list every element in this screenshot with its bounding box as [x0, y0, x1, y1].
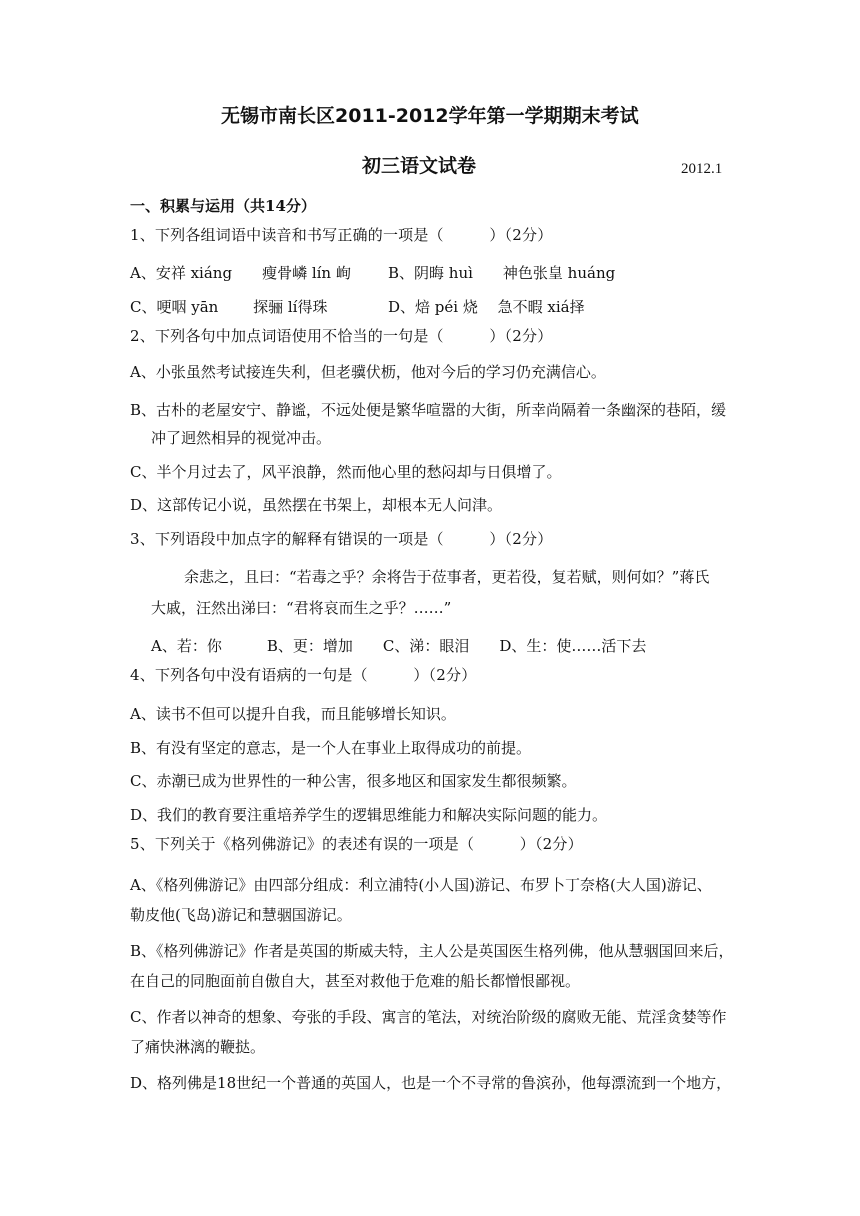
question-3-passage-line1: 余悲之，且曰：“若毒之乎？余将告于莅事者，更若役，复若赋，则何如？”蒋氏 — [184, 568, 710, 586]
question-2-option-a: A、小张虽然考试接连失利，但老骥伏枥，他对今后的学习仍充满信心。 — [130, 363, 606, 381]
question-3-passage-line2: 大戚，汪然出涕曰：“君将哀而生之乎？……” — [151, 599, 452, 617]
question-1-option-a: A、安祥 xiáng 瘦骨嶙 lín 峋 — [130, 264, 351, 282]
section-heading: 一、积累与运用（共14分） — [130, 197, 316, 215]
question-1-stem: 1、下列各组词语中读音和书写正确的一项是（ ）（2分） — [130, 226, 553, 244]
question-1-option-b: B、阴晦 huì 神色张皇 huáng — [388, 264, 616, 282]
question-2-stem: 2、下列各句中加点词语使用不恰当的一句是（ ）（2分） — [130, 327, 553, 345]
question-5-option-c-line1: C、作者以神奇的想象、夸张的手段、寓言的笔法，对统治阶级的腐败无能、荒淫贪婪等作 — [130, 1008, 727, 1026]
question-4-stem: 4、下列各句中没有语病的一句是（ ）（2分） — [130, 666, 477, 684]
question-2-option-b-line1: B、古朴的老屋安宁、静谧，不远处便是繁华喧嚣的大街，所幸尚隔着一条幽深的巷陌，缓 — [130, 401, 727, 419]
question-5-option-b-line2: 在自己的同胞面前自傲自大，甚至对救他于危难的船长都憎恨鄙视。 — [130, 972, 581, 990]
question-1-option-c: C、哽咽 yān 探骊 lí得珠 — [130, 298, 328, 316]
question-5-option-b-line1: B、《格列佛游记》作者是英国的斯威夫特，主人公是英国医生格列佛，他从慧骃国回来后， — [130, 942, 734, 960]
question-4-option-c: C、赤潮已成为世界性的一种公害，很多地区和国家发生都很频繁。 — [130, 772, 577, 790]
question-4-option-a: A、读书不但可以提升自我，而且能够增长知识。 — [130, 705, 456, 723]
question-5-option-c-line2: 了痛快淋漓的鞭挞。 — [130, 1038, 266, 1056]
exam-subtitle: 初三语文试卷 — [362, 155, 477, 177]
question-2-option-d: D、这部传记小说，虽然摆在书架上，却根本无人问津。 — [130, 496, 503, 514]
question-5-option-d-line1: D、格列佛是18世纪一个普通的英国人，也是一个不寻常的鲁滨孙，他每漂流到一个地方， — [130, 1074, 732, 1092]
question-5-stem: 5、下列关于《格列佛游记》的表述有误的一项是（ ）（2分） — [130, 835, 583, 853]
question-2-option-c: C、半个月过去了，风平浪静，然而他心里的愁闷却与日俱增了。 — [130, 463, 562, 481]
question-2-option-b-line2: 冲了迥然相异的视觉冲击。 — [151, 429, 332, 447]
exam-title: 无锡市南长区2011-2012学年第一学期期末考试 — [221, 105, 639, 127]
question-3-stem: 3、下列语段中加点字的解释有错误的一项是（ ）（2分） — [130, 530, 553, 548]
exam-date: 2012.1 — [681, 161, 723, 177]
question-1-option-d: D、焙 péi 烧 急不暇 xiá择 — [388, 298, 585, 316]
question-5-option-a-line1: A、《格列佛游记》由四部分组成：利立浦特(小人国)游记、布罗卜丁奈格(大人国)游记、 — [130, 876, 712, 894]
question-4-option-b: B、有没有坚定的意志，是一个人在事业上取得成功的前提。 — [130, 739, 532, 757]
question-3-options: A、若：你 B、更：增加 C、涕：眼泪 D、生：使……活下去 — [151, 637, 647, 655]
question-5-option-a-line2: 勒皮他(飞岛)游记和慧骃国游记。 — [130, 906, 352, 924]
question-4-option-d: D、我们的教育要注重培养学生的逻辑思维能力和解决实际问题的能力。 — [130, 806, 608, 824]
